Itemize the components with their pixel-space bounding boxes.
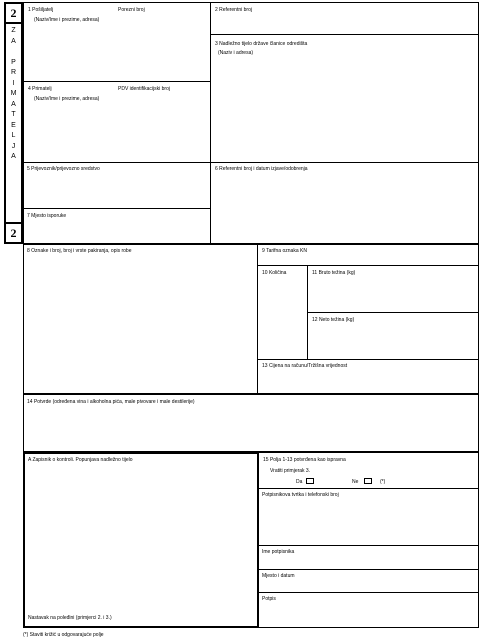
place-date-field[interactable] — [260, 580, 478, 592]
field-2-reference[interactable] — [211, 14, 478, 34]
field-5-label: 5 Prijevoznik/prijevozno sredstvo — [27, 166, 100, 172]
line-f5-f7 — [23, 208, 211, 209]
field-3-sublabel: (Naziv i adresa) — [218, 50, 254, 56]
field-11-gross-weight[interactable] — [308, 278, 478, 312]
side-letter: L — [11, 132, 16, 139]
field-13-label: 13 Cijena na računu/Tržišna vrijednost — [262, 363, 348, 369]
field-2-label: 2 Referentni broj — [215, 7, 252, 13]
field-A-label: A Zapisnik o kontroli. Popunjava nadležno tijelo — [28, 457, 133, 463]
field-3-label: 3 Nadležno tijelo države članice odredišta — [215, 41, 308, 47]
field-1-tax-label: Porezni broj — [118, 7, 145, 13]
side-letter: T — [11, 111, 16, 118]
side-letter — [6, 47, 21, 58]
field-15-yes-label: Da — [296, 479, 303, 485]
field-14-certificates[interactable] — [24, 407, 478, 451]
field-13-price[interactable] — [258, 371, 478, 393]
copy-number-bottom: 2 — [10, 226, 17, 240]
signature-label: Potpis — [262, 596, 276, 602]
field-1-consignor[interactable] — [24, 26, 210, 81]
line-sig-name — [259, 545, 479, 546]
field-8-label: 8 Oznake i broj, broj i vrste pakiranja, opis robe — [27, 248, 132, 254]
field-12-net-weight[interactable] — [308, 325, 478, 359]
field-15-yes-checkbox[interactable] — [306, 478, 314, 484]
field-12-label: 12 Neto težina (kg) — [312, 317, 355, 323]
field-3-authority[interactable] — [211, 58, 478, 162]
side-letter: I — [12, 79, 15, 87]
field-14-label: 14 Potvrde (određena vina i alkoholna pića, male pivovare i male destilerije) — [27, 399, 195, 405]
place-date-label: Mjesto i datum — [262, 573, 295, 579]
field-15-footnote-marker: (*) — [380, 479, 386, 485]
signatory-name-field[interactable] — [260, 556, 478, 568]
field-10-label: 10 Količina — [262, 270, 287, 276]
line-f1-f4 — [23, 81, 211, 82]
copy-strip — [4, 2, 23, 244]
field-A-control-record[interactable] — [26, 465, 257, 610]
side-letters — [6, 26, 21, 163]
line-f2-f3 — [210, 34, 479, 35]
signatory-company-field[interactable] — [260, 500, 478, 544]
side-letter: A — [11, 37, 16, 45]
signatory-company-label: Potpisnikova tvrtka i telefonski broj — [262, 492, 339, 498]
line-f4-f5 — [23, 162, 479, 163]
line-name-place — [259, 569, 479, 570]
field-15-no-label: Ne — [352, 479, 359, 485]
field-9-label: 9 Tarifna oznaka KN — [262, 248, 307, 254]
field-5-carrier[interactable] — [24, 174, 210, 208]
field-15-return-label: Vratiti primjerak 3. — [270, 468, 311, 474]
side-letter: E — [11, 121, 16, 129]
field-15-no-checkbox[interactable] — [364, 478, 372, 484]
side-letter: A — [11, 153, 16, 160]
line-f11-f12 — [307, 312, 479, 313]
field-4-label: 4 Primatelj — [28, 86, 52, 92]
field-6-label: 6 Referentni broj i datum izjave/odobrenja — [215, 166, 308, 172]
side-letter: R — [10, 69, 17, 76]
side-letter: P — [11, 58, 16, 66]
line-f15-sig — [259, 488, 479, 489]
field-4-sublabel: (Naziv/Ime i prezime, adresa) — [34, 96, 100, 102]
side-letter: Z — [11, 27, 16, 34]
field-1-sublabel: (Naziv/Ime i prezime, adresa) — [34, 17, 100, 23]
side-letter: M — [10, 90, 17, 97]
field-A-continuation: Nastavak na poleđini (primjerci 2. i 3.) — [28, 615, 112, 621]
line-f9-f10 — [257, 265, 479, 266]
field-8-description[interactable] — [24, 256, 256, 393]
signatory-name-label: Ime potpisnika — [262, 549, 295, 555]
field-6-declaration[interactable] — [211, 174, 478, 244]
field-7-delivery-place[interactable] — [24, 220, 210, 244]
field-15-label: 15 Polja 1-13 potvrđena kao ispravna — [263, 457, 346, 463]
field-4-vat-label: PDV identifikacijski broj — [118, 86, 170, 92]
field-9-tariff[interactable] — [258, 256, 478, 265]
copy-number-top: 2 — [10, 6, 17, 20]
field-1-label: 1 Pošiljatelj — [28, 7, 54, 13]
line-place-signature — [259, 592, 479, 593]
side-letter: J — [11, 142, 16, 150]
strip-divider-bottom — [6, 222, 21, 224]
line-f12-f13 — [257, 359, 479, 360]
field-7-label: 7 Mjesto isporuke — [27, 213, 67, 219]
footnote: (*) Staviti križić u odgovarajuće polje — [23, 632, 104, 638]
signature-field[interactable] — [260, 603, 478, 627]
field-10-quantity[interactable] — [258, 278, 306, 358]
side-letter: A — [11, 100, 16, 108]
strip-divider-top — [6, 22, 21, 24]
field-11-label: 11 Bruto težina (kg) — [312, 270, 356, 276]
field-4-consignee[interactable] — [24, 104, 210, 162]
